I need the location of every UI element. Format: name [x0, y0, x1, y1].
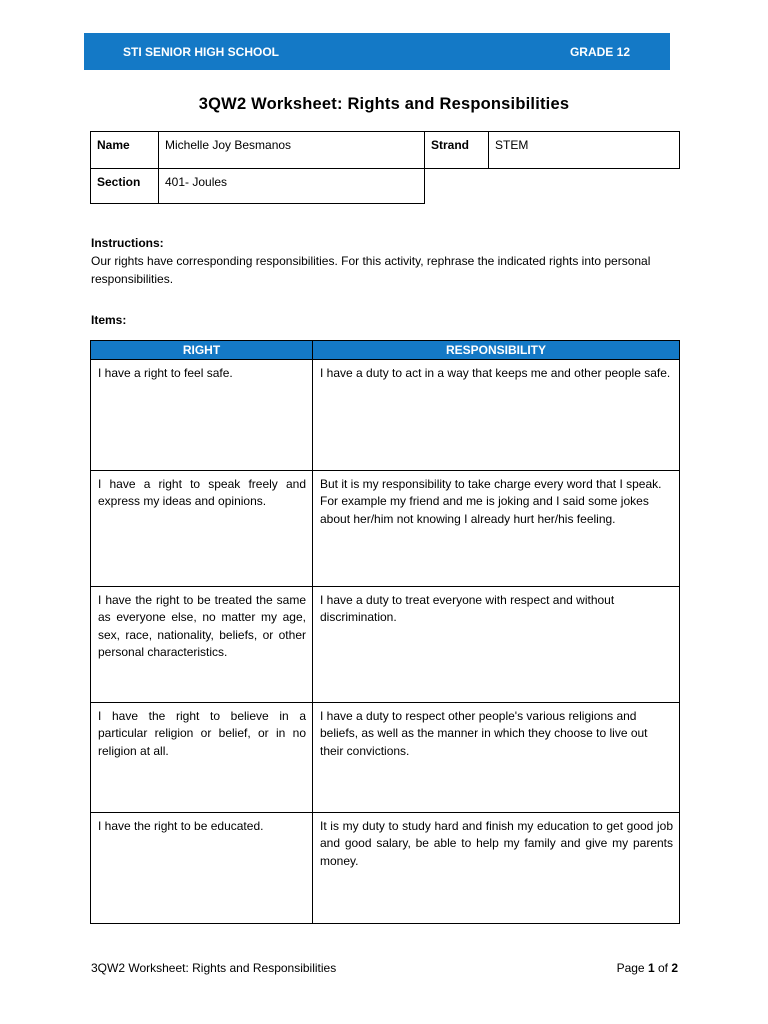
page-current: 1 [647, 961, 655, 975]
rights-table [90, 340, 680, 924]
table-row [91, 360, 680, 471]
right-cell: I have the right to be educated. [91, 813, 313, 924]
right-column-header: RIGHT [91, 341, 313, 360]
name-value: Michelle Joy Besmanos [159, 132, 425, 169]
page-number [617, 961, 678, 975]
items-label-text: Items: [91, 313, 127, 327]
page-title: 3QW2 Worksheet: Rights and Responsibilities [198, 95, 570, 113]
student-info-table [90, 131, 680, 204]
footer-doc-name: 3QW2 Worksheet: Rights and Responsibilities [91, 961, 337, 975]
strand-value: STEM [489, 132, 680, 169]
school-name: STI SENIOR HIGH SCHOOL [123, 44, 280, 59]
responsibility-cell: I have a duty to treat everyone with respect and without discrimination. [313, 587, 680, 703]
table-header-row [91, 341, 680, 360]
table-row [91, 471, 680, 587]
page-of: of [654, 961, 672, 975]
right-cell: I have a right to feel safe. [91, 360, 313, 471]
instructions [91, 234, 681, 288]
table-row [91, 587, 680, 703]
items-label [91, 313, 126, 327]
right-cell: I have a right to speak freely and express my ideas and opinions. [91, 471, 313, 587]
responsibility-cell: It is my duty to study hard and finish my education to get good job and good salary, be able to help my family and give my parents money. [313, 813, 680, 924]
empty-cell [489, 169, 680, 204]
strand-label: Strand [425, 132, 489, 169]
responsibility-cell: I have a duty to act in a way that keeps me and other people safe. [313, 360, 680, 471]
right-cell: I have the right to believe in a particular religion or belief, or in no religion at all. [91, 703, 313, 813]
responsibility-cell: I have a duty to respect other people's various religions and beliefs, as well as the manner in which they choose to live out their convictions. [313, 703, 680, 813]
table-row [91, 813, 680, 924]
instructions-heading: Instructions: [91, 236, 164, 250]
grade-label: GRADE 12 [569, 44, 630, 59]
table-row [91, 703, 680, 813]
header-bar [84, 33, 670, 70]
page-total: 2 [671, 961, 678, 975]
empty-cell [425, 169, 489, 204]
name-label: Name [91, 132, 159, 169]
responsibility-column-header: RESPONSIBILITY [313, 341, 680, 360]
page-prefix: Page [616, 961, 648, 975]
section-label: Section [91, 169, 159, 204]
right-cell: I have the right to be treated the same as everyone else, no matter my age, sex, race, nationality, beliefs, or other personal characteristics. [91, 587, 313, 703]
section-value: 401- Joules [159, 169, 425, 204]
instructions-body: Our rights have corresponding responsibilities. For this activity, rephrase the indicated rights into personal responsibilities. [91, 254, 651, 286]
responsibility-cell: But it is my responsibility to take charge every word that I speak. For example my friend and me is joking and I said some jokes about her/him not knowing I already hurt her/his feeling. [313, 471, 680, 587]
